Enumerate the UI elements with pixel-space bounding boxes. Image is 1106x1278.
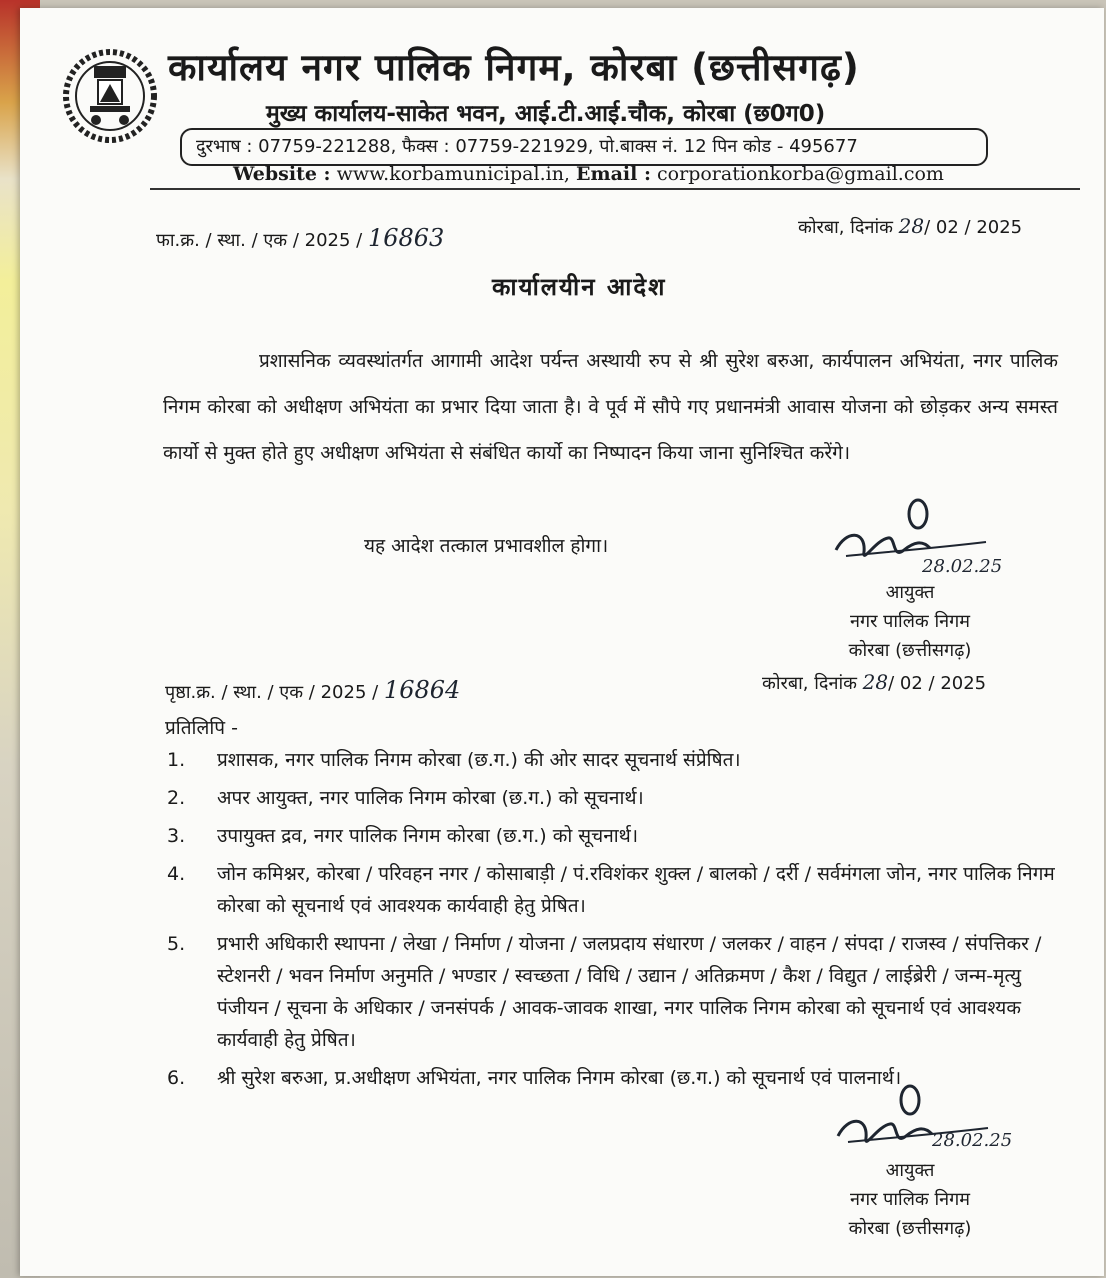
copy-label: प्रतिलिपि - [165, 717, 238, 739]
municipal-emblem-logo [60, 46, 160, 146]
signature-1 [826, 490, 1016, 580]
office-order-document [20, 8, 1104, 1276]
copy-reference: पृष्ठा.क्र. / स्था. / एक / 2025 / 16864 [165, 676, 461, 704]
copy-date: कोरबा, दिनांक 28/ 02 / 2025 [762, 670, 987, 694]
email-link[interactable]: corporationkorba@gmail.com [657, 163, 944, 185]
website-email-line: Website : www.korbamunicipal.in, Email : corporationkorba@gmail.com [233, 163, 944, 185]
svg-text:28.02.25: 28.02.25 [932, 1130, 1013, 1151]
order-effect-line: यह आदेश तत्काल प्रभावशील होगा। [364, 535, 609, 557]
list-item: 4. जोन कमिश्नर, कोरबा / परिवहन नगर / कोसाबाड़ी / पं.रविशंकर शुक्ल / बालको / दर्री / सर्वमंगला जोन, नगर पालिक निगम कोरबा को सूचनार्थ एवं आवश्यक कार्यवाही हेतु प्रेषित। [167, 863, 1055, 917]
order-heading: कार्यालयीन आदेश [492, 273, 667, 301]
list-item: 2. अपर आयुक्त, नगर पालिक निगम कोरबा (छ.ग.) को सूचनार्थ। [167, 787, 644, 809]
signature-2 [828, 1076, 1018, 1166]
signatory-1: आयुक्त नगर पालिक निगम कोरबा (छत्तीसगढ़) [848, 582, 972, 661]
signatory-2: आयुक्त नगर पालिक निगम कोरबा (छत्तीसगढ़) [848, 1160, 972, 1239]
copy-list [165, 744, 1065, 1100]
contact-details-box: दुरभाष : 07759-221288, फैक्स : 07759-221929, पो.बाक्स नं. 12 पिन कोड - 495677 [180, 128, 988, 166]
list-item: 1. प्रशासक, नगर पालिक निगम कोरबा (छ.ग.) की ओर सादर सूचनार्थ संप्रेषित। [167, 749, 741, 771]
list-item: 5. प्रभारी अधिकारी स्थापना / लेखा / निर्माण / योजना / जलप्रदाय संधारण / जलकर / वाहन / संपदा / राजस्व / संपत्तिकर / स्टेशनरी / भवन निर्माण अनुमति / भण्डार / स्वच्छता / विधि / उद्यान / अतिक्रमण / कैश / विद्युत / लाईब्रेरी / जन्म-मृत्यु पंजीयन / सूचना के अधिकार / जनसंपर्क / आवक-जावक शाखा, नगर पालिक निगम कोरबा को सूचनार्थ एवं आवश्यक कार्यवाही हेतु प्रेषित। [167, 933, 1042, 1051]
office-title: कार्यालय नगर पालिक निगम, कोरबा (छत्तीसगढ़) [168, 46, 860, 89]
handwritten-ref-number: 16863 [367, 224, 445, 252]
svg-text:28.02.25: 28.02.25 [922, 556, 1003, 577]
handwritten-copy-number: 16864 [383, 676, 461, 704]
order-reference: फा.क्र. / स्था. / एक / 2025 / 16863 [156, 224, 445, 252]
order-date: कोरबा, दिनांक 28/ 02 / 2025 [798, 214, 1023, 238]
list-item: 6. श्री सुरेश बरुआ, प्र.अधीक्षण अभियंता, नगर पालिक निगम कोरबा (छ.ग.) को सूचनार्थ एवं पालनार्थ। [167, 1067, 902, 1089]
header-divider [150, 188, 1080, 190]
website-link[interactable]: www.korbamunicipal.in, [336, 163, 570, 185]
list-item: 3. उपायुक्त द्रव, नगर पालिक निगम कोरबा (छ.ग.) को सूचनार्थ। [167, 825, 639, 847]
order-body: प्रशासनिक व्यवस्थांतर्गत आगामी आदेश पर्यन्त अस्थायी रुप से श्री सुरेश बरुआ, कार्यपालन अभियंता, नगर पालिक निगम कोरबा को अधीक्षण अभियंता का प्रभार दिया जाता है। वे पूर्व में सौपे गए प्रधानमंत्री आवास योजना को छोड़कर अन्य समस्त कार्यो से मुक्त होते हुए अधीक्षण अभियंता से संबंधित कार्यो का निष्पादन किया जाना सुनिश्चित करेंगे। [163, 350, 1058, 464]
office-address: मुख्य कार्यालय-साकेत भवन, आई.टी.आई.चौक, कोरबा (छ0ग0) [266, 101, 826, 127]
